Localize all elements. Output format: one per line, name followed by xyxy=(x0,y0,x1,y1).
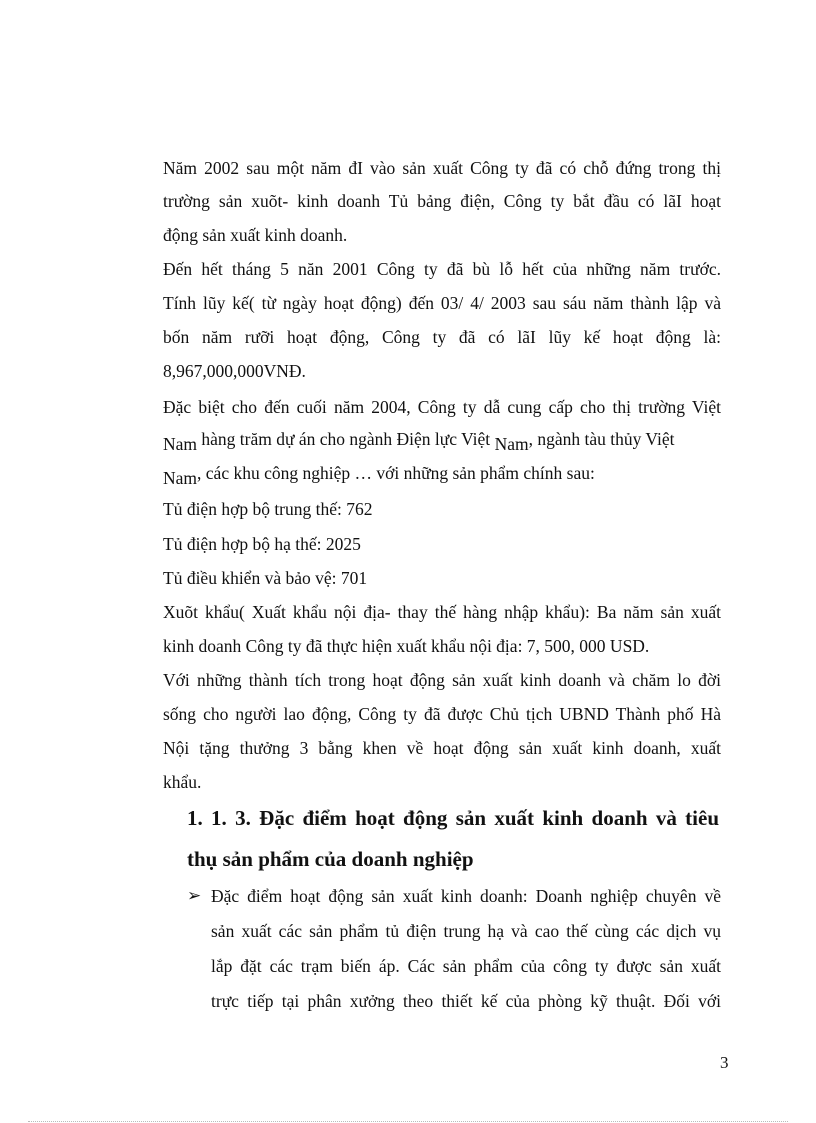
para3-line2-tail: , ngành tàu thủy Việt xyxy=(528,429,675,449)
nam-word: Nam xyxy=(163,434,198,454)
para3-line3-text: , các khu công nghiệp … với những sản phẩm chính sau: xyxy=(197,463,595,483)
para3-line2 xyxy=(163,428,675,454)
para3-line3 xyxy=(163,462,595,488)
para2-line2: Tính lũy kế( từ ngày hoạt động) đến 03/ 4/ 2003 sau sáu năm thành lập và xyxy=(163,293,721,313)
page-footer-divider xyxy=(28,1121,788,1122)
bullet-line1: Đặc điểm hoạt động sản xuất kinh doanh: Doanh nghiệp chuyên về xyxy=(211,886,721,906)
export-line1: Xuõt khẩu( Xuất khẩu nội địa- thay thế hàng nhập khẩu): Ba năm sản xuất xyxy=(163,602,721,622)
product-item: Tủ điện hợp bộ trung thế: 762 xyxy=(163,499,373,519)
bullet-line3: lắp đặt các trạm biến áp. Các sản phẩm của công ty được sản xuất xyxy=(211,956,721,976)
bullet-line4: trực tiếp tại phân xưởng theo thiết kế của phòng kỹ thuật. Đối với xyxy=(211,991,721,1011)
section-heading-line1: 1. 1. 3. Đặc điểm hoạt động sản xuất kinh doanh và tiêu xyxy=(187,806,719,830)
para1-line1: Năm 2002 sau một năm đI vào sản xuất Công ty đã có chỗ đứng trong thị xyxy=(163,158,721,178)
achievement-line1: Với những thành tích trong hoạt động sản xuất kinh doanh và chăm lo đời xyxy=(163,670,721,690)
export-line2: kinh doanh Công ty đã thực hiện xuất khẩu nội địa: 7, 500, 000 USD. xyxy=(163,636,650,656)
bullet-line2: sản xuất các sản phẩm tủ điện trung hạ và cao thế cùng các dịch vụ xyxy=(211,921,721,941)
para2-line4: 8,967,000,000VNĐ. xyxy=(163,361,306,381)
product-item: Tủ điều khiển và bảo vệ: 701 xyxy=(163,568,368,588)
arrow-bullet-icon: ➢ xyxy=(187,886,202,905)
achievement-line3: Nội tặng thưởng 3 bằng khen về hoạt động sản xuất kinh doanh, xuất xyxy=(163,738,721,758)
page-number: 3 xyxy=(720,1053,729,1072)
para1-line2: trường sản xuõt- kinh doanh Tủ bảng điện, Công ty bắt đầu có lãI hoạt xyxy=(163,191,721,211)
section-heading-line2: thụ sản phẩm của doanh nghiệp xyxy=(187,847,474,871)
para3-line1: Đặc biệt cho đến cuối năm 2004, Công ty dẫ cung cấp cho thị trường Việt xyxy=(163,397,721,417)
para1-line3: động sản xuất kinh doanh. xyxy=(163,225,348,245)
nam-word: Nam xyxy=(163,468,198,488)
para2-line3: bốn năm rưỡi hoạt động, Công ty đã có lãI lũy kế hoạt động là: xyxy=(163,327,721,347)
achievement-line4: khẩu. xyxy=(163,772,202,792)
para2-line1: Đến hết tháng 5 năn 2001 Công ty đã bù lỗ hết của những năm trước. xyxy=(163,259,721,279)
nam-word: Nam xyxy=(494,434,529,454)
achievement-line2: sống cho người lao động, Công ty đã được Chủ tịch UBND Thành phố Hà xyxy=(163,704,721,724)
product-item: Tủ điện hợp bộ hạ thế: 2025 xyxy=(163,534,361,554)
para3-line2-text: hàng trăm dự án cho ngành Điện lực Việt xyxy=(201,429,491,449)
